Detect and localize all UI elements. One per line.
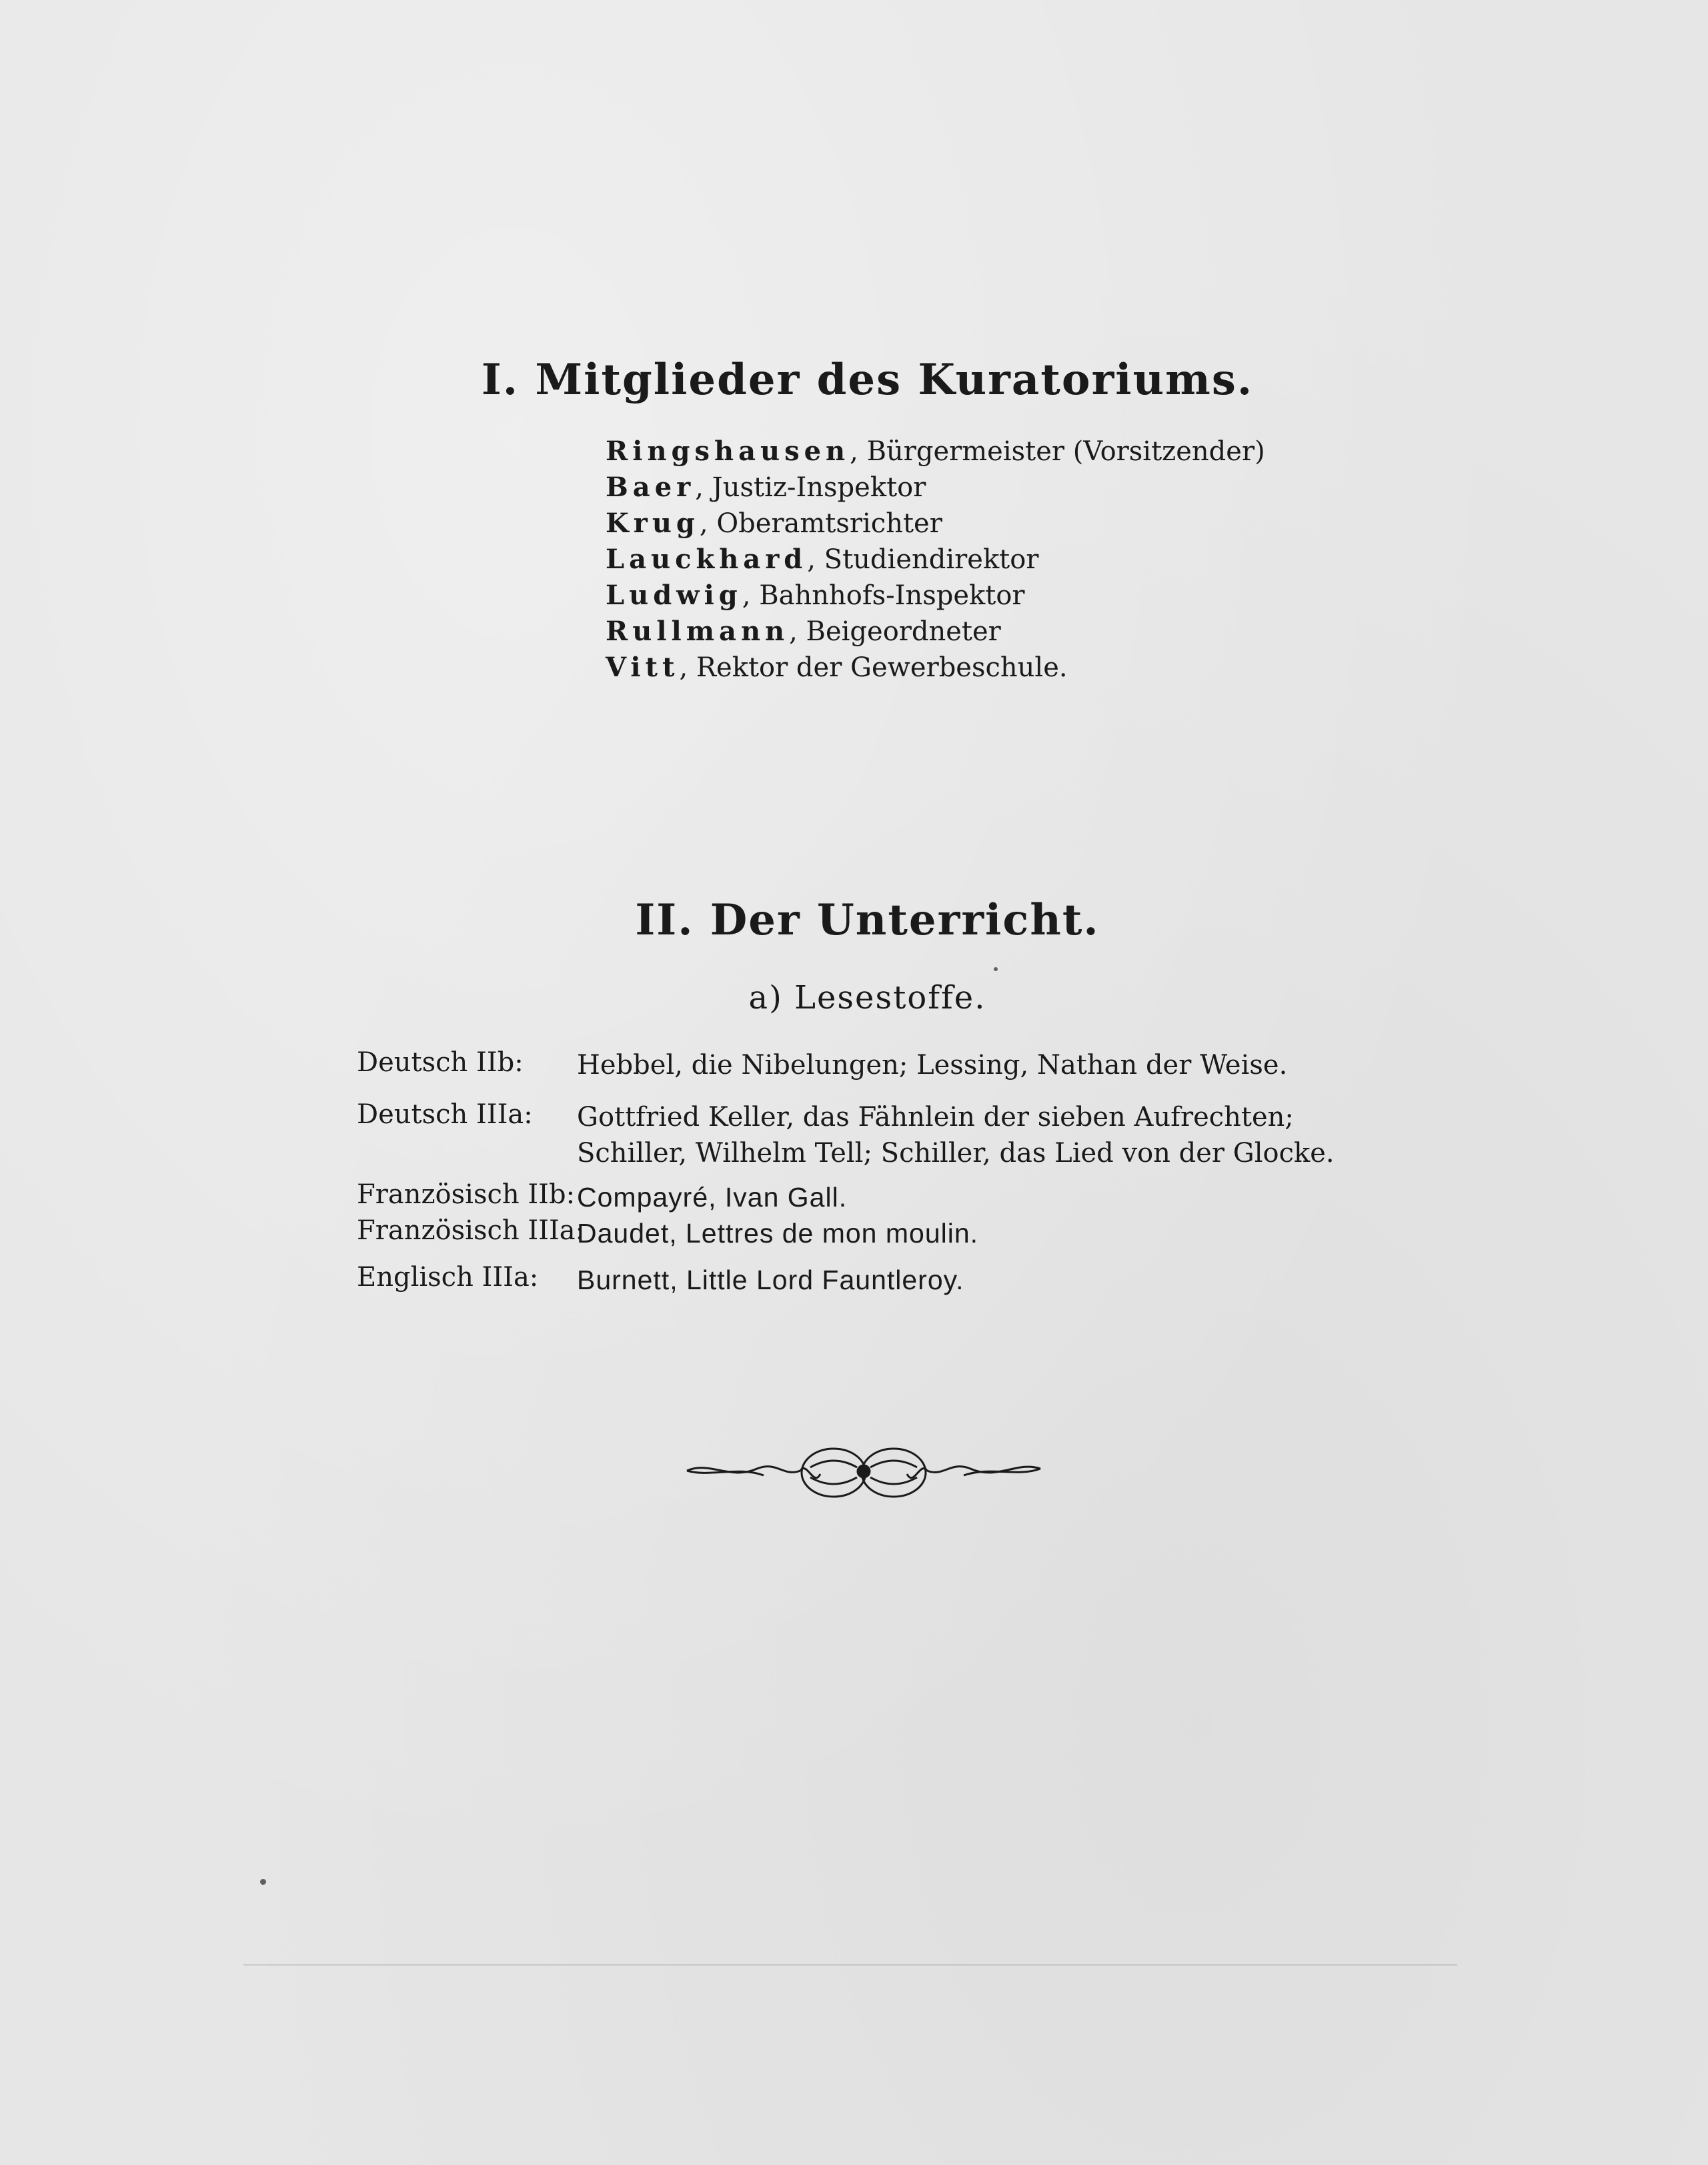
section-2-heading: II. Der Unterricht. [635, 895, 1100, 945]
member-name: Ringshausen [606, 436, 850, 467]
member-name: Vitt [606, 652, 680, 683]
member-name: Rullmann [606, 616, 790, 647]
member-name: Baer [606, 472, 696, 503]
reading-line: Schiller, Wilhelm Tell; Schiller, das Lied von der Glocke. [577, 1138, 1335, 1169]
reading-class-label: Deutsch IIb: [357, 1047, 524, 1078]
member-role: , Rektor der Gewerbeschule. [679, 652, 1068, 683]
print-speck [994, 967, 998, 971]
section-1-heading: I. Mitglieder des Kuratoriums. [481, 355, 1254, 405]
member-role: , Bahnhofs-Inspektor [742, 580, 1025, 611]
reading-class-label: Deutsch IIIa: [357, 1099, 533, 1130]
reading-text [577, 1047, 1287, 1083]
member-entry [606, 506, 1265, 542]
member-name: Krug [606, 508, 700, 539]
reading-line: Hebbel, die Nibelungen; Lessing, Nathan der Weise. [577, 1050, 1288, 1080]
curatorium-members-list [606, 434, 1265, 686]
reading-text [577, 1215, 978, 1251]
reading-line: Gottfried Keller, das Fähnlein der sieben Aufrechten; [577, 1102, 1294, 1133]
plate-edge-line [243, 1964, 1457, 1966]
reading-line: Compayré, Ivan Gall. [577, 1182, 848, 1213]
reading-line: Daudet, Lettres de mon moulin. [577, 1218, 979, 1249]
reading-class-label: Englisch IIIa: [357, 1262, 539, 1293]
reading-line: Burnett, Little Lord Fauntleroy. [577, 1265, 964, 1295]
member-role: , Bürgermeister (Vorsitzender) [850, 436, 1265, 467]
member-entry [606, 470, 1265, 506]
member-role: , Studiendirektor [807, 544, 1039, 575]
member-role: , Beigeordneter [789, 616, 1001, 647]
print-speck [260, 1879, 266, 1885]
member-entry [606, 614, 1265, 650]
reading-class-label: Französisch IIb: [357, 1179, 576, 1210]
member-role: , Justiz-Inspektor [695, 472, 926, 503]
section-2-subheading: a) Lesestoffe. [748, 979, 986, 1016]
reading-text [577, 1099, 1335, 1171]
reading-text [577, 1262, 964, 1298]
member-name: Lauckhard [606, 544, 808, 575]
reading-text [577, 1179, 847, 1215]
ribbon-ornament-icon [684, 1441, 1044, 1501]
reading-class-label: Französisch IIIa: [357, 1215, 585, 1246]
member-name: Ludwig [606, 580, 742, 611]
member-role: , Oberamtsrichter [699, 508, 942, 539]
member-entry [606, 578, 1265, 614]
member-entry [606, 650, 1265, 686]
member-entry [606, 434, 1265, 470]
member-entry [606, 542, 1265, 578]
